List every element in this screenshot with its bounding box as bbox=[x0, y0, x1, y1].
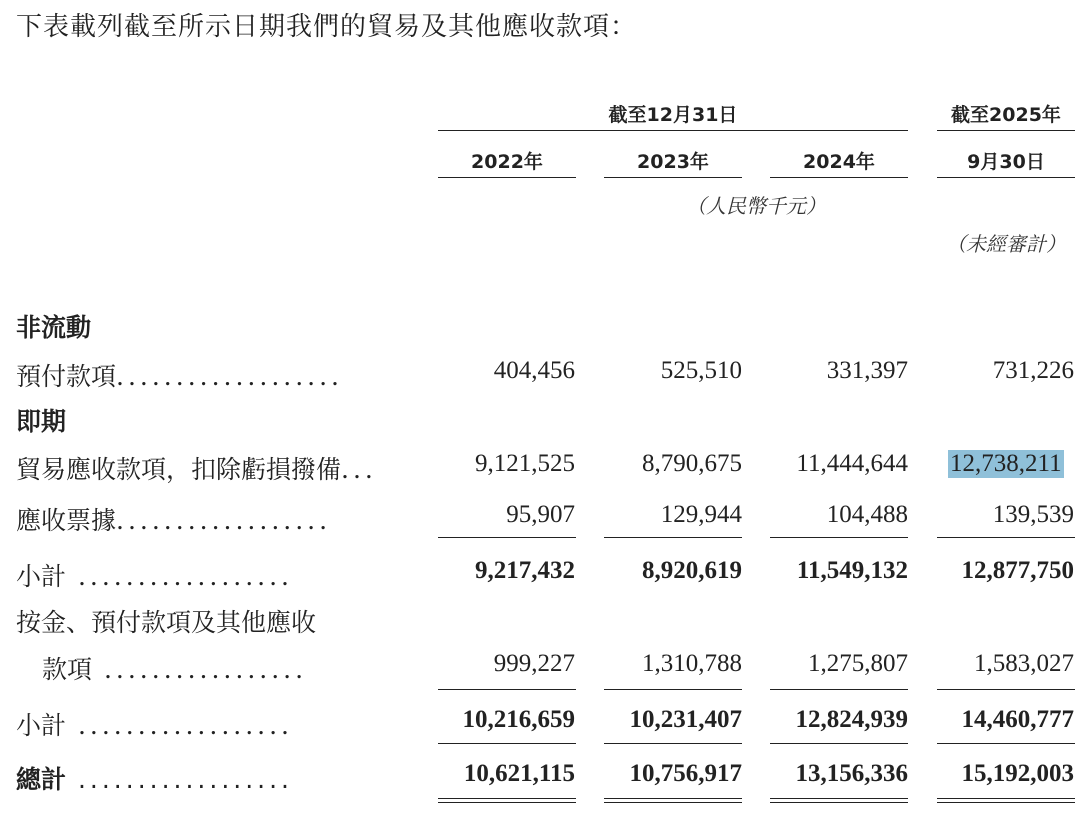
header-rule-right bbox=[937, 130, 1075, 131]
row-label: 按金、預付款項及其他應收 bbox=[16, 608, 317, 637]
intro-text: 下表載列截至所示日期我們的貿易及其他應收款項： bbox=[16, 12, 638, 42]
row-label: 即期 bbox=[16, 407, 67, 436]
value-2023: 10,756,917 bbox=[629, 760, 742, 787]
value-2024: 13,156,336 bbox=[795, 760, 908, 787]
subtotal2-rule-2025 bbox=[937, 689, 1075, 690]
total-rule-2023 bbox=[604, 743, 742, 744]
unit-label: （人民幣千元） bbox=[686, 194, 826, 218]
row-label: 小計 .................. bbox=[16, 711, 294, 740]
subtotal2-rule-2022 bbox=[438, 689, 576, 690]
value-2025: 731,226 bbox=[992, 357, 1074, 384]
total-double-rule-2024 bbox=[770, 798, 908, 803]
header-rule-left bbox=[438, 130, 908, 131]
value-2022: 9,217,432 bbox=[475, 557, 575, 584]
total-double-rule-2023 bbox=[604, 798, 742, 803]
value-2022: 10,216,659 bbox=[462, 706, 575, 733]
row-total bbox=[0, 758, 1089, 798]
value-2024: 1,275,807 bbox=[808, 650, 908, 677]
value-2025: 15,192,003 bbox=[961, 760, 1074, 787]
header-group-right: 截至2025年 bbox=[951, 104, 1061, 126]
value-2025: 14,460,777 bbox=[961, 706, 1074, 733]
header-year-2024: 2024年 bbox=[803, 151, 875, 173]
row-label: 預付款項................... bbox=[16, 362, 344, 391]
row-label: 貿易應收款項，扣除虧損撥備... bbox=[16, 455, 377, 484]
value-2022: 9,121,525 bbox=[475, 450, 575, 477]
subtotal-rule-2022 bbox=[438, 537, 576, 538]
value-2025: 139,539 bbox=[992, 501, 1074, 528]
header-rule-2022 bbox=[438, 177, 576, 178]
total-rule-2024 bbox=[770, 743, 908, 744]
value-2023: 1,310,788 bbox=[642, 650, 742, 677]
total-rule-2022 bbox=[438, 743, 576, 744]
value-2023: 10,231,407 bbox=[629, 706, 742, 733]
value-2024: 11,444,644 bbox=[796, 450, 908, 477]
value-2024: 12,824,939 bbox=[795, 706, 908, 733]
subtotal-rule-2023 bbox=[604, 537, 742, 538]
header-year-2023: 2023年 bbox=[637, 151, 709, 173]
value-2022: 999,227 bbox=[493, 650, 575, 677]
value-2023: 129,944 bbox=[660, 501, 742, 528]
subtotal2-rule-2023 bbox=[604, 689, 742, 690]
row-non-current bbox=[0, 306, 1089, 346]
value-2024: 331,397 bbox=[826, 357, 908, 384]
row-subtotal-1 bbox=[0, 555, 1089, 595]
row-label: 非流動 bbox=[16, 313, 92, 342]
row-label: 小計 .................. bbox=[16, 562, 294, 591]
header-rule-2024 bbox=[770, 177, 908, 178]
header-year-2022: 2022年 bbox=[471, 151, 543, 173]
total-double-rule-2022 bbox=[438, 798, 576, 803]
value-2025: 12,877,750 bbox=[961, 557, 1074, 584]
row-label: 總計 .................. bbox=[16, 765, 294, 794]
header-group-left: 截至12月31日 bbox=[608, 104, 738, 126]
subtotal-rule-2025 bbox=[937, 537, 1075, 538]
row-deposits-cont bbox=[0, 648, 1089, 688]
row-subtotal-2 bbox=[0, 704, 1089, 744]
row-prepayments bbox=[0, 355, 1089, 395]
header-sep30: 9月30日 bbox=[967, 151, 1045, 173]
header-rule-sep30 bbox=[937, 177, 1075, 178]
header-rule-2023 bbox=[604, 177, 742, 178]
value-2025: 1,583,027 bbox=[974, 650, 1074, 677]
row-current bbox=[0, 400, 1089, 440]
row-label: 款項 ................. bbox=[42, 655, 308, 684]
value-2022: 95,907 bbox=[506, 501, 575, 528]
total-rule-2025 bbox=[937, 743, 1075, 744]
row-label: 應收票據.................. bbox=[16, 506, 332, 535]
value-2023: 8,920,619 bbox=[642, 557, 742, 584]
value-2023: 8,790,675 bbox=[642, 450, 742, 477]
value-2023: 525,510 bbox=[660, 357, 742, 384]
row-trade-receivables bbox=[0, 448, 1089, 488]
subtotal2-rule-2024 bbox=[770, 689, 908, 690]
value-2024: 104,488 bbox=[826, 501, 908, 528]
subtotal-rule-2024 bbox=[770, 537, 908, 538]
row-bills-receivable bbox=[0, 499, 1089, 539]
value-2025-highlighted: 12,738,211 bbox=[950, 450, 1062, 477]
row-deposits bbox=[0, 601, 1089, 641]
total-double-rule-2025 bbox=[937, 798, 1075, 803]
unaudited-label: （未經審計） bbox=[946, 232, 1066, 256]
value-2022: 404,456 bbox=[493, 357, 575, 384]
value-2022: 10,621,115 bbox=[463, 760, 575, 787]
value-2024: 11,549,132 bbox=[796, 557, 908, 584]
